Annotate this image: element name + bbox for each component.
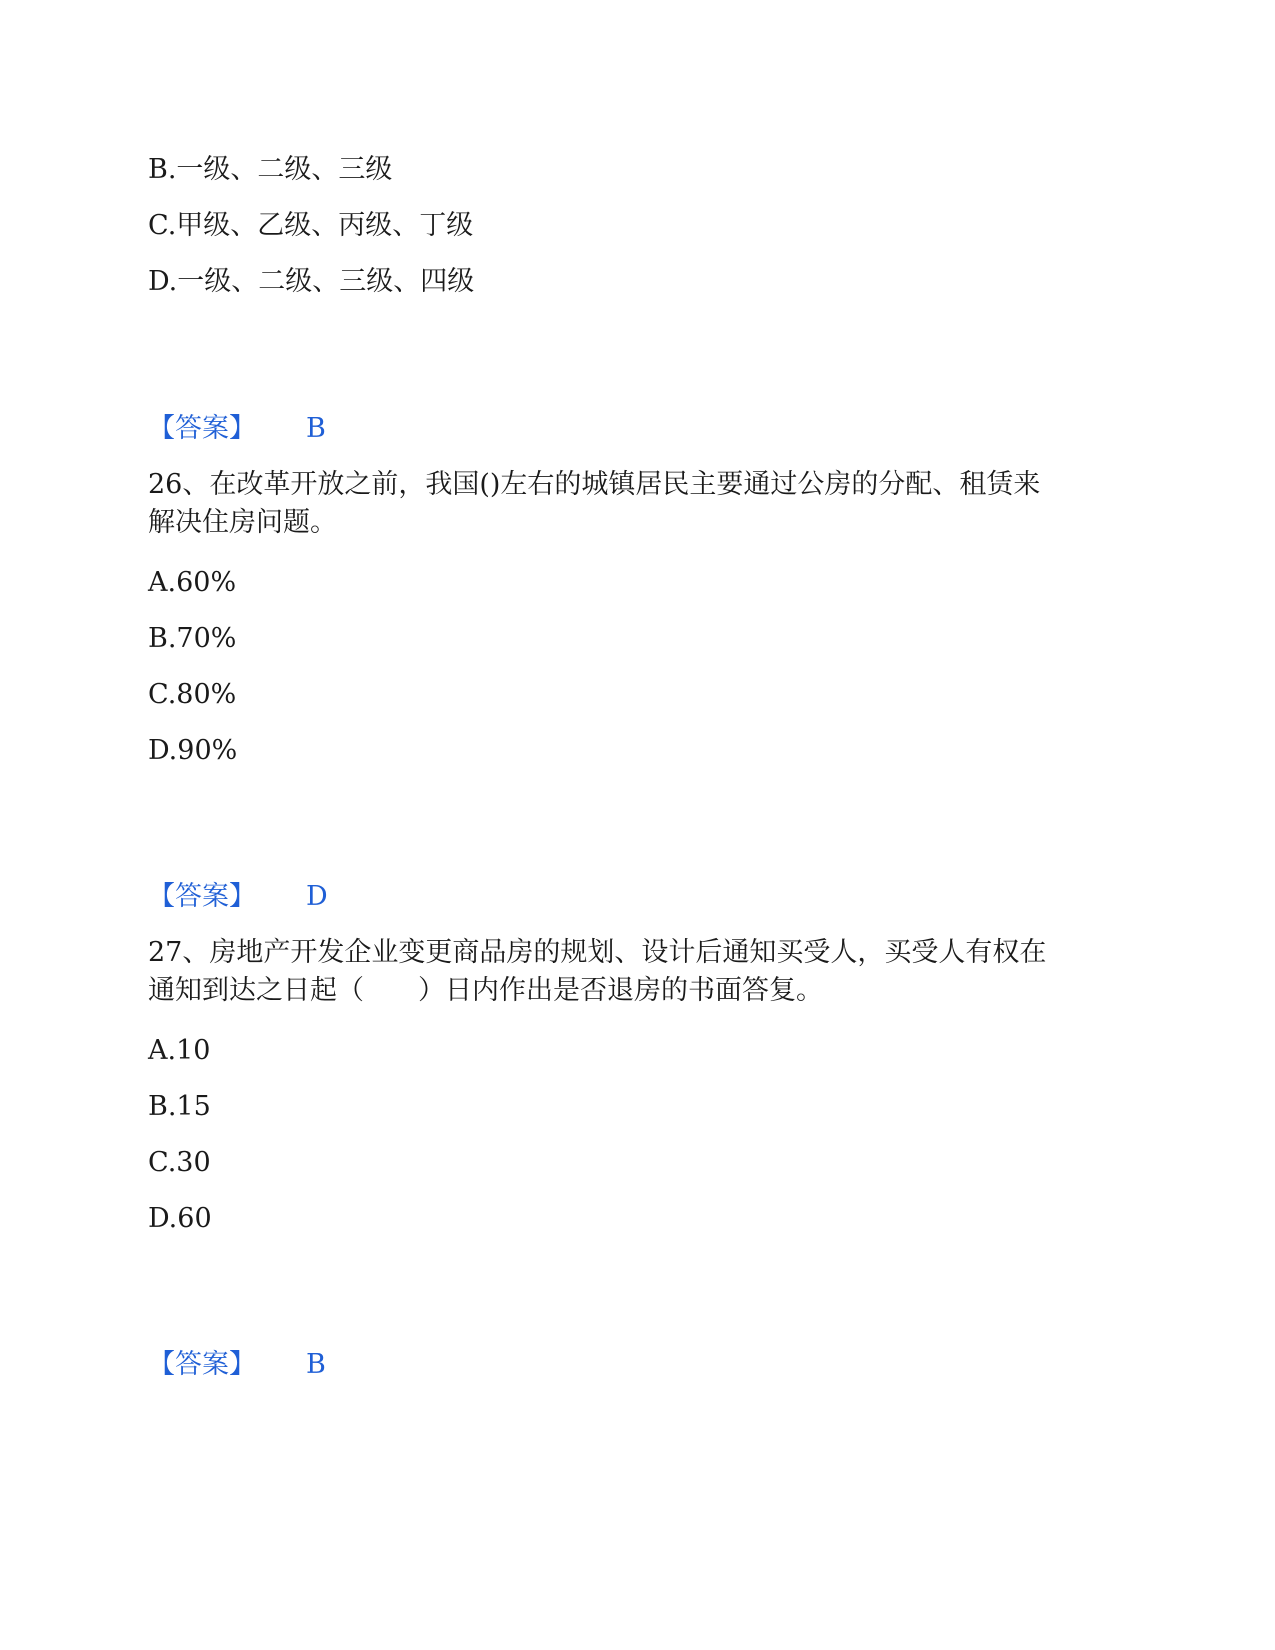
answer-label: 【答案】 [148, 881, 256, 912]
answer-label: 【答案】 [148, 413, 256, 444]
q27-option-c: C.30 [148, 1147, 211, 1178]
answer-value: B [306, 1349, 326, 1380]
question-27-text-line1: 27、房地产开发企业变更商品房的规划、设计后通知买受人，买受人有权在 [148, 937, 1047, 968]
answer-value: D [306, 881, 328, 912]
prev-option-d: D.一级、二级、三级、四级 [148, 266, 475, 297]
q26-option-a: A.60% [148, 567, 237, 598]
prev-option-b: B.一级、二级、三级 [148, 154, 393, 185]
question-26-text-line1: 26、在改革开放之前，我国()左右的城镇居民主要通过公房的分配、租赁来 [148, 469, 1041, 500]
question-26-text-line2: 解决住房问题。 [148, 507, 337, 538]
question-27-text-line2: 通知到达之日起（ ）日内作出是否退房的书面答复。 [148, 975, 823, 1006]
answer-value: B [306, 413, 326, 444]
q26-answer [148, 877, 328, 917]
prev-answer [148, 409, 326, 449]
q27-option-d: D.60 [148, 1203, 212, 1234]
q27-option-a: A.10 [148, 1035, 211, 1066]
q26-option-b: B.70% [148, 623, 237, 654]
q26-option-c: C.80% [148, 679, 237, 710]
prev-option-c: C.甲级、乙级、丙级、丁级 [148, 210, 474, 241]
q27-option-b: B.15 [148, 1091, 211, 1122]
q27-answer [148, 1345, 326, 1385]
answer-label: 【答案】 [148, 1349, 256, 1380]
q26-option-d: D.90% [148, 735, 238, 766]
